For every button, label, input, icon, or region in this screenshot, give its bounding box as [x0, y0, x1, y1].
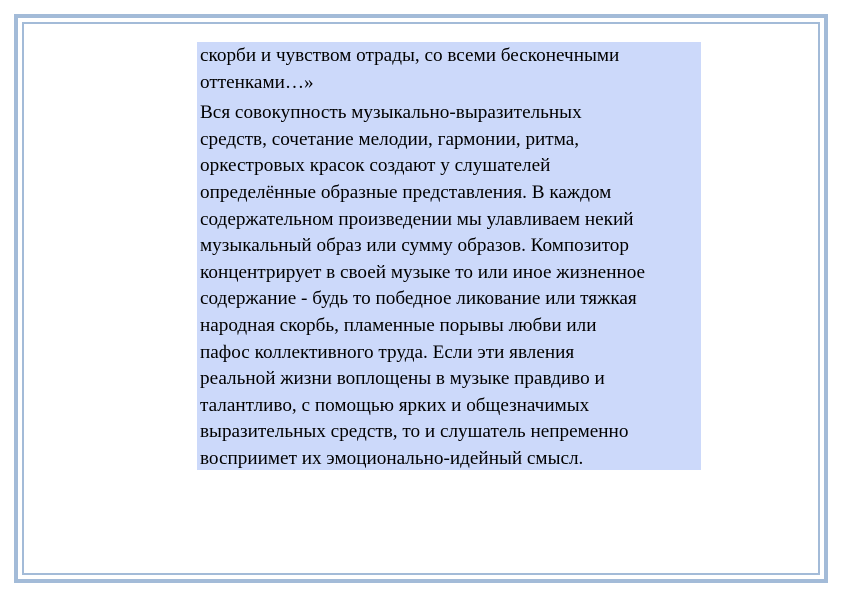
slide-text-block — [197, 42, 701, 470]
paragraph-main: Вся совокупность музыкально-выразительных средств, сочетание мелодии, гармонии, ритма, оркестровых красок создают у слушателей определённые образные представления. В каждом содержательном произведении мы улавливаем некий музыкальный образ или сумму образов. Композитор концентрирует в своей музыке то или иное жизненное содержание - будь то победное ликование или тяжкая народная скорбь, пламенные порывы любви или пафос коллективного труда. Если эти явления реальной жизни воплощены в музыке правдиво и талантливо, с помощью ярких и общезначимых выразительных средств, то и слушатель непременно восприимет их эмоционально-идейный смысл. — [200, 102, 646, 469]
paragraph-quote-ending: скорби и чувством отрады, со всеми бесконечными оттенками…» — [200, 45, 620, 93]
